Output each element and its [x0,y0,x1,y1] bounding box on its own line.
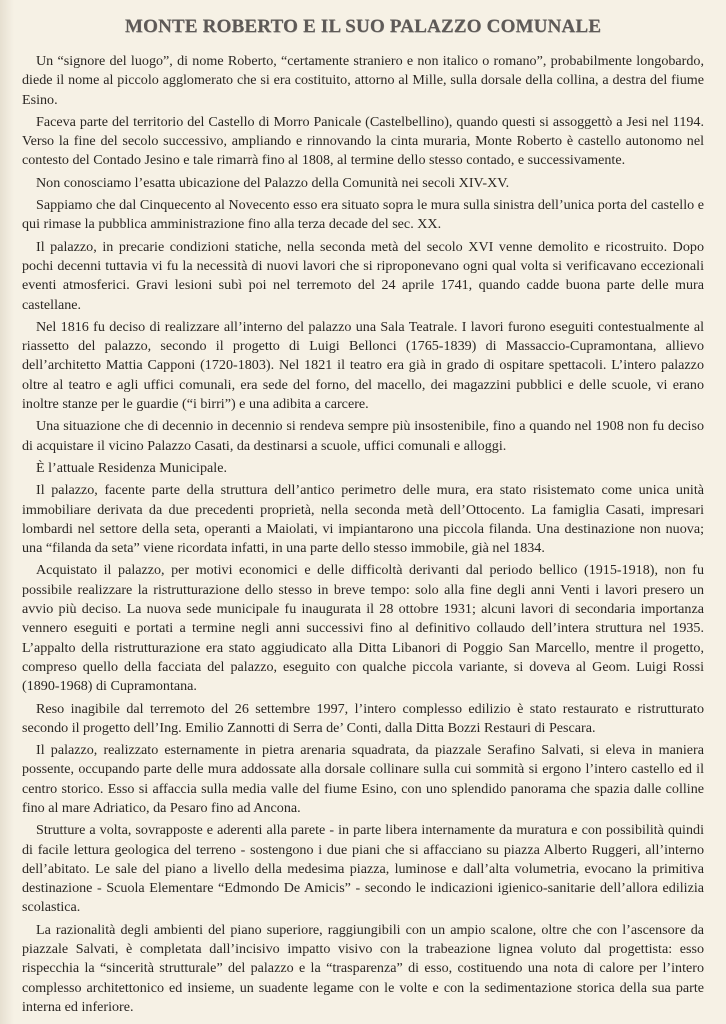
paragraph: Faceva parte del territorio del Castello di Morro Panicale (Castelbellino), quando questi si assoggettò a Jesi nel 1194. Verso la fine del secolo successivo, ampliando e rinnovando la cinta muraria, Monte Roberto è castello autonomo nel contesto del Contado Jesino e tale rimarrà fino al 1808, al termine dello stesso contado, e successivamente. [22,113,704,169]
paragraph: Reso inagibile dal terremoto del 26 settembre 1997, l’intero complesso edilizio è stato restaurato e ristrutturato secondo il progetto dell’Ing. Emilio Zannotti di Serra de’ Conti, dalla Ditta Bozzi Restauri di Pescara. [22,700,704,736]
paragraph: Il palazzo, realizzato esternamente in pietra arenaria squadrata, da piazzale Serafino Salvati, si eleva in maniera possente, occupando parte delle mura addossate alla dorsale collinare sulla cui sommità si ergono l’intero castello ed il centro storico. Esso si affaccia sulla media valle del fiume Esino, con uno splendido panorama che spazia dalle colline fino al mare Adriatico, da Pesaro fino ad Ancona. [22,742,704,816]
paragraph: Non conosciamo l’esatta ubicazione del Palazzo della Comunità nei secoli XIV-XV. [36,174,510,191]
paragraph: Sappiamo che dal Cinquecento al Novecento esso era situato sopra le mura sulla sinistra dell’unica porta del castello e qui rimase la pubblica amministrazione fino alla terza decade del sec. XX. [22,197,704,233]
paragraph: Un “signore del luogo”, di nome Roberto, “certamente straniero e non italico o romano”, probabilmente longobardo, diede il nome al piccolo agglomerato che si era costituito, attorno al Mille, sulla dorsale della collina, a destra del fiume Esino. [22,53,704,108]
paragraph: Strutture a volta, sovrapposte e aderenti alla parete - in parte libera internamente da muratura e con possibilità quindi di facile lettura geologica del terreno - sostengono i due piani che si affacciano su piazza Alberto Ruggeri, all’interno dell’abitato. Le sale del piano a livello della medesima piazza, luminose e dall’alta volumetria, evocano la primitiva destinazione - Scuola Elementare “Edmondo De Amicis” - secondo le indicazioni igienico-sanitarie dell’allora edilizia scolastica. [22,822,704,916]
paragraph: La razionalità degli ambienti del piano superiore, raggiungibili con un ampio scalone, oltre che con l’ascensore da piazzale Salvati, è completata dall’incisivo impatto visivo con la trabeazione lignea voluto dal progettista: esso rispecchia la “sincerità strutturale” del palazzo e la “trasparenza” di esso, costituendo una nota di calore per l’intero complesso architettonico ed insieme, un suadente legame con le volte e con la sedimentazione storica della sua parte interna ed inferiore. [22,921,704,1015]
paragraph: Nel 1816 fu deciso di realizzare all’interno del palazzo una Sala Teatrale. I lavori furono eseguiti contestualmente al riassetto del palazzo, secondo il progetto di Luigi Bellonci (1765-1839) di Massaccio-Cupramontana, allievo dell’architetto Mattia Capponi (1720-1803). Nel 1821 il teatro era già in grado di ospitare spettacoli. L’intero palazzo oltre al teatro e agli uffici comunali, era sede del forno, del macello, dei magazzini pubblici e delle scuole, vi erano inoltre stanze per le guardie (“i birri”) e una adibita a carcere. [22,318,704,413]
paragraph: Il palazzo, facente parte della struttura dell’antico perimetro delle mura, era stato risistemato come unica unità immobiliare derivata da due precedenti proprietà, nella seconda metà dell’Ottocento. La famiglia Casati, impresari lombardi nel settore della seta, operanti a Maiolati, vi impiantarono una piccola filanda. Una destinazione non nuova; una “filanda da seta” viene ricordata infatti, in una parte dello stesso immobile, già nel 1834. [22,482,704,557]
paragraph: Il palazzo, in precarie condizioni statiche, nella seconda metà del secolo XVI venne demolito e ricostruito. Dopo pochi decenni tuttavia vi fu la necessità di nuovi lavori che si riproponevano ogni qual volta si verificavano eccezionali eventi atmosferici. Gravi lesioni subì poi nel terremoto del 24 aprile 1741, quando cadde buona parte delle mura castellane. [22,238,704,313]
document-title: MONTE ROBERTO E IL SUO PALAZZO COMUNALE [124,16,602,37]
paragraph: Una situazione che di decennio in decennio si rendeva sempre più insostenibile, fino a quando nel 1908 non fu deciso di acquistare il vicino Palazzo Casati, da destinarsi a scuole, uffici comunali e alloggi. [22,418,704,454]
paragraph: Acquistato il palazzo, per motivi economici e delle difficoltà derivanti dal periodo bellico (1915-1918), non fu possibile realizzare la ristrutturazione dello stesso in breve tempo: solo alla fine degli anni Venti i lavori presero un avvio più deciso. La nuova sede municipale fu inaugurata il 28 ottobre 1931; alcuni lavori di secondaria importanza vennero eseguiti e portati a termine negli anni successivi fino al definitivo collaudo dell’intera struttura nel 1935. L’appalto della ristrutturazione era stato aggiudicato alla Ditta Libanori di Poggio San Marcello, mentre il progetto, compreso quello della facciata del palazzo, eseguito con qualche piccola variante, si doveva al Geom. Luigi Rossi (1890-1968) di Cupramontana. [22,562,704,695]
document-body [22,52,704,1017]
paragraph: È l’attuale Residenza Municipale. [36,459,227,476]
